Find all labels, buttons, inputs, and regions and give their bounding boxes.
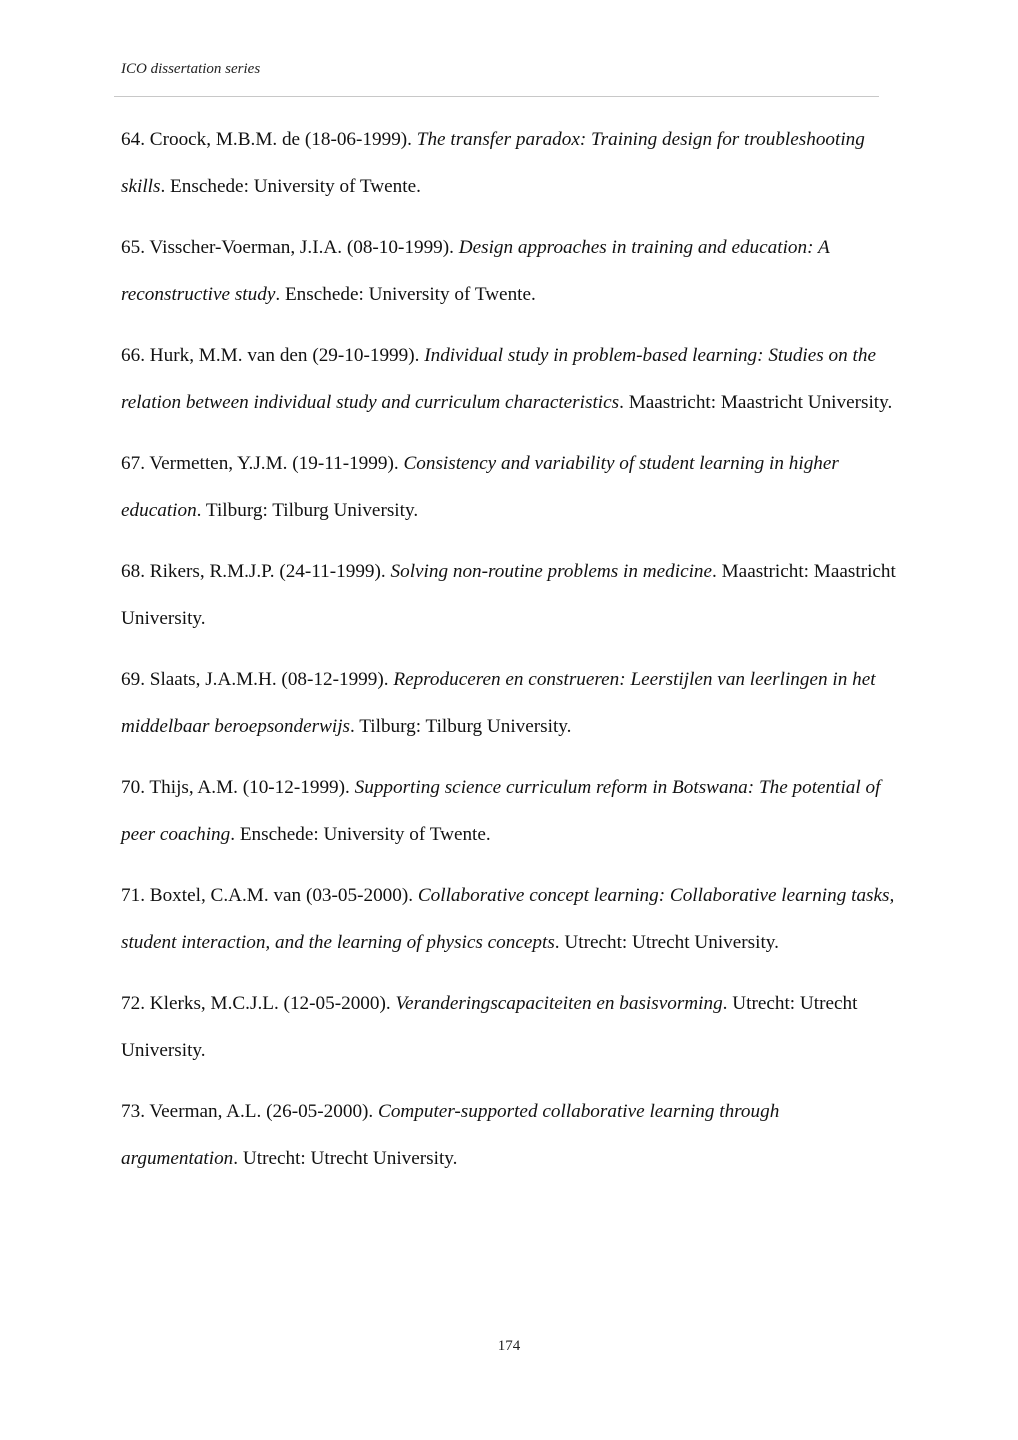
page-number: 174	[497, 1338, 521, 1354]
entry-publisher: . Maastricht: Maastricht University.	[619, 392, 893, 413]
list-item	[121, 116, 901, 210]
entry-author-date: 66. Hurk, M.M. van den (29-10-1999).	[121, 345, 425, 366]
entry-title: Design approaches in training and education: A reconstructive study	[121, 237, 830, 305]
entry-author-date: 65. Visscher-Voerman, J.I.A. (08-10-1999).	[121, 237, 459, 258]
list-item	[121, 656, 901, 750]
list-item	[121, 980, 901, 1074]
list-item	[121, 224, 901, 318]
entry-author-date: 68. Rikers, R.M.J.P. (24-11-1999).	[121, 561, 391, 582]
entry-author-date: 70. Thijs, A.M. (10-12-1999).	[121, 777, 355, 798]
entry-title: Solving non-routine problems in medicine	[390, 561, 713, 582]
list-item	[121, 440, 901, 534]
entry-author-date: 64. Croock, M.B.M. de (18-06-1999).	[121, 129, 417, 150]
list-item	[121, 1088, 901, 1182]
entry-publisher: . Enschede: University of Twente.	[230, 824, 491, 845]
entry-title: Collaborative concept learning: Collaborative learning tasks, student interaction, and the learning of physics concepts	[121, 885, 895, 953]
entry-publisher: . Utrecht: Utrecht University.	[554, 932, 779, 953]
entry-title: Individual study in problem-based learning: Studies on the relation between individual study and curriculum characteristics	[121, 345, 876, 413]
list-item	[121, 764, 901, 858]
entry-author-date: 73. Veerman, A.L. (26-05-2000).	[121, 1101, 379, 1122]
entry-author-date: 71. Boxtel, C.A.M. van (03-05-2000).	[121, 885, 418, 906]
entry-title: Computer-supported collaborative learning through argumentation	[121, 1101, 780, 1169]
dissertation-list	[121, 116, 901, 1196]
running-header: ICO dissertation series	[121, 61, 261, 77]
entry-title: Consistency and variability of student learning in higher education	[121, 453, 839, 521]
entry-author-date: 67. Vermetten, Y.J.M. (19-11-1999).	[121, 453, 404, 474]
header-divider	[114, 96, 879, 97]
entry-publisher: . Utrecht: Utrecht University.	[233, 1148, 458, 1169]
entry-author-date: 69. Slaats, J.A.M.H. (08-12-1999).	[121, 669, 394, 690]
list-item	[121, 548, 901, 642]
entry-title: The transfer paradox: Training design for troubleshooting skills	[121, 129, 865, 197]
entry-publisher: . Tilburg: Tilburg University.	[350, 716, 572, 737]
entry-title: Veranderingscapaciteiten en basisvorming	[395, 993, 723, 1014]
entry-publisher: . Enschede: University of Twente.	[275, 284, 536, 305]
list-item	[121, 332, 901, 426]
entry-publisher: . Enschede: University of Twente.	[160, 176, 421, 197]
entry-publisher: . Maastricht: Maastricht University.	[121, 561, 896, 629]
entry-title: Supporting science curriculum reform in Botswana: The potential of peer coaching	[121, 777, 881, 845]
entry-title: Reproduceren en construeren: Leerstijlen van leerlingen in het middelbaar beroepsonderwijs	[121, 669, 876, 737]
entry-publisher: . Tilburg: Tilburg University.	[196, 500, 419, 521]
entry-publisher: . Utrecht: Utrecht University.	[121, 993, 858, 1061]
list-item	[121, 872, 901, 966]
entry-author-date: 72. Klerks, M.C.J.L. (12-05-2000).	[121, 993, 396, 1014]
